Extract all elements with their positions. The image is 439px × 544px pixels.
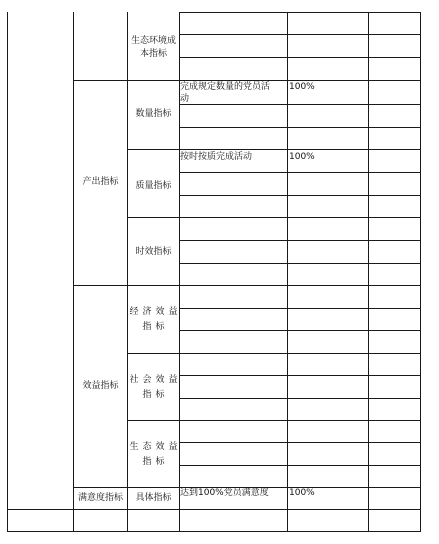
col-line-2: [127, 12, 128, 532]
row-line: [179, 12, 421, 13]
row-line: [179, 398, 421, 399]
timeliness-indicator-label: 时效指标: [135, 247, 172, 257]
eco-cost-indicator-label-2: 本指标: [139, 49, 167, 59]
col-line-4: [287, 12, 288, 532]
row-line: [179, 195, 421, 196]
section-line: [73, 285, 421, 286]
quality-indicator-label: 质量指标: [135, 181, 172, 191]
row-line: [179, 104, 421, 105]
satisfaction-indicator-label: 满意度指标: [77, 493, 123, 503]
quantity-content-line-1: 完成规定数量的党员活: [180, 82, 271, 92]
col-line-6: [420, 12, 421, 532]
table-line: [7, 509, 421, 510]
quantity-value: 100%: [289, 82, 315, 92]
row-line: [179, 308, 421, 309]
row-line: [179, 442, 421, 443]
row-line: [179, 34, 421, 35]
group-line: [127, 217, 421, 218]
row-line: [179, 240, 421, 241]
ecological-benefit-label-2: 指标: [142, 457, 169, 467]
table-bottom-line: [7, 531, 421, 532]
specific-indicator-label: 具体指标: [135, 493, 172, 503]
group-line: [127, 353, 421, 354]
economic-benefit-label-2: 指标: [142, 322, 169, 332]
row-line: [179, 172, 421, 173]
quantity-content-line-2: 动: [180, 94, 190, 104]
group-line: [127, 149, 421, 150]
row-line: [179, 263, 421, 264]
quality-content: 按时按质完成活动: [180, 152, 253, 162]
row-line: [179, 57, 421, 58]
row-line: [179, 375, 421, 376]
benefit-indicator-label: 效益指标: [82, 381, 119, 391]
row-line: [179, 127, 421, 128]
col-line-1: [73, 12, 74, 532]
economic-benefit-label-1: 经济效益: [129, 307, 182, 317]
social-benefit-label-1: 社会效益: [129, 375, 182, 385]
social-benefit-label-2: 指标: [142, 390, 169, 400]
quality-value: 100%: [289, 152, 315, 162]
group-line: [127, 420, 421, 421]
satisfaction-value: 100%: [289, 488, 315, 498]
row-line: [179, 465, 421, 466]
row-line: [179, 330, 421, 331]
eco-cost-indicator-label-1: 生态环境成: [130, 36, 176, 46]
satisfaction-content: 达到100%党员满意度: [180, 488, 269, 498]
quantity-indicator-label: 数量指标: [135, 109, 172, 119]
output-indicator-label: 产出指标: [82, 177, 119, 187]
col-line-0: [7, 12, 8, 532]
col-line-5: [368, 12, 369, 532]
ecological-benefit-label-1: 生态效益: [129, 442, 182, 452]
